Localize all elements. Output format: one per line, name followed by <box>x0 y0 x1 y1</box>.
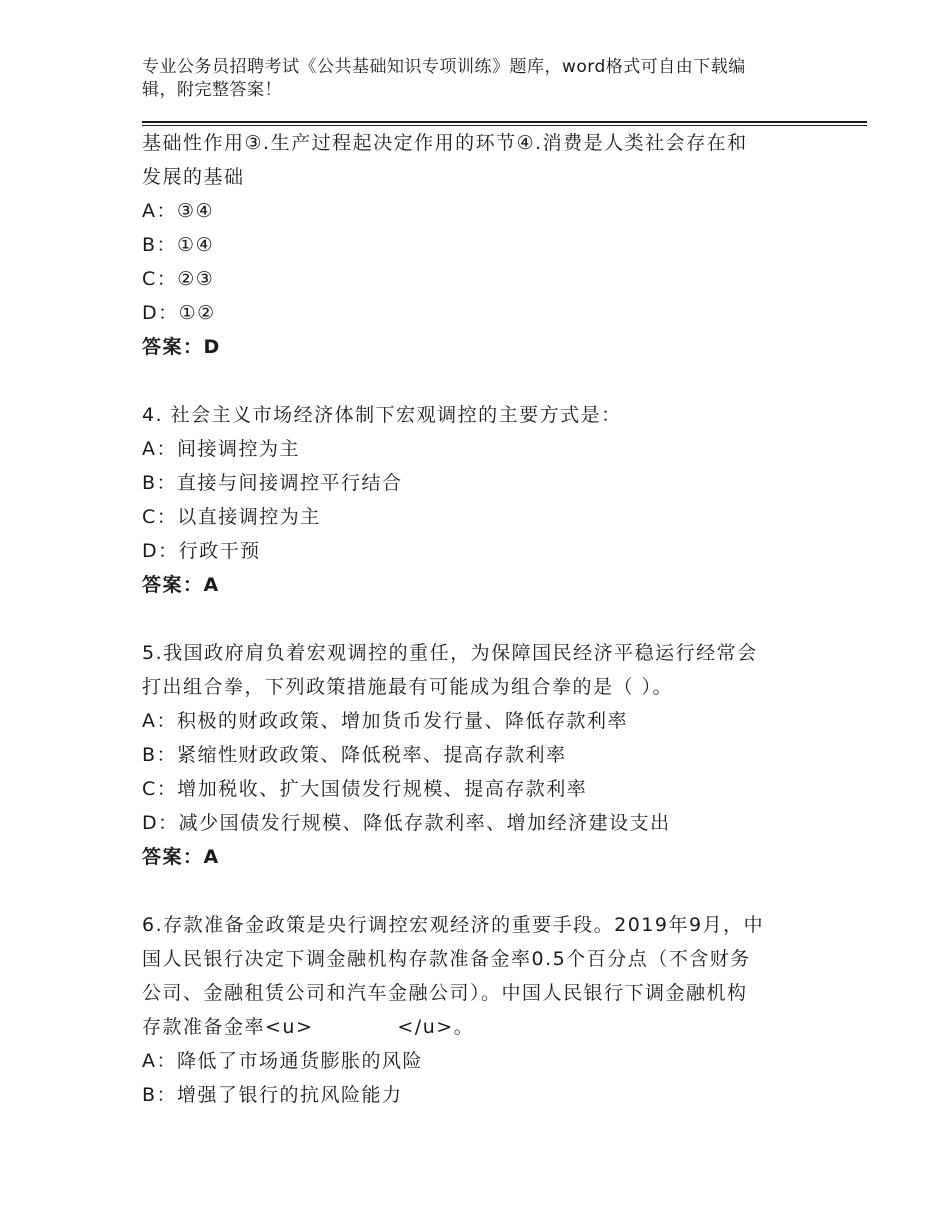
question-4 <box>142 398 802 602</box>
question-6 <box>142 908 802 1112</box>
spacer <box>142 874 802 908</box>
question-stem-line: 6.存款准备金政策是央行调控宏观经济的重要手段。2019年9月，中 <box>142 914 765 936</box>
question-stem-line: 国人民银行决定下调金融机构存款准备金率0.5个百分点（不含财务 <box>142 948 751 970</box>
option-c: C：增加税收、扩大国债发行规模、提高存款利率 <box>142 778 588 800</box>
question-3 <box>142 126 802 364</box>
answer-label: 答案：A <box>142 574 220 596</box>
question-5 <box>142 636 802 874</box>
option-a: A：积极的财政政策、增加货币发行量、降低存款利率 <box>142 710 628 732</box>
header-line-2: 辑，附完整答案！ <box>142 80 282 100</box>
page-header <box>142 56 802 102</box>
question-stem-line: 5.我国政府肩负着宏观调控的重任，为保障国民经济平稳运行经常会 <box>142 642 758 664</box>
option-b: B：紧缩性财政政策、降低税率、提高存款利率 <box>142 744 567 766</box>
stem-text-start: 存款准备金率<u> <box>142 1016 314 1038</box>
option-a: A：降低了市场通货膨胀的风险 <box>142 1050 423 1072</box>
option-d: D：①② <box>142 302 216 324</box>
spacer <box>142 364 802 398</box>
question-stem-line: 4. 社会主义市场经济体制下宏观调控的主要方式是： <box>142 404 622 426</box>
option-b: B：①④ <box>142 234 215 256</box>
answer-label: 答案：D <box>142 336 221 358</box>
option-a: A：③④ <box>142 200 215 222</box>
question-stem-line <box>142 1010 802 1044</box>
question-stem-line: 基础性作用③.生产过程起决定作用的环节④.消费是人类社会存在和 <box>142 132 748 154</box>
question-list <box>142 126 802 1112</box>
header-line-1: 专业公务员招聘考试《公共基础知识专项训练》题库，word格式可自由下载编 <box>142 57 746 77</box>
option-c: C：以直接调控为主 <box>142 506 321 528</box>
option-b: B：直接与间接调控平行结合 <box>142 472 403 494</box>
option-b: B：增强了银行的抗风险能力 <box>142 1084 403 1106</box>
header-divider-thick <box>142 121 867 123</box>
stem-text-end: </u>。 <box>397 1016 475 1038</box>
spacer <box>142 602 802 636</box>
question-stem-line: 公司、金融租赁公司和汽车金融公司）。中国人民银行下调金融机构 <box>142 982 748 1004</box>
option-c: C：②③ <box>142 268 215 290</box>
option-a: A：间接调控为主 <box>142 438 300 460</box>
option-d: D：减少国债发行规模、降低存款利率、增加经济建设支出 <box>142 812 671 834</box>
question-stem-line: 发展的基础 <box>142 166 245 188</box>
question-stem-line: 打出组合拳，下列政策措施最有可能成为组合拳的是（ ）。 <box>142 676 674 698</box>
option-d: D：行政干预 <box>142 540 261 562</box>
answer-label: 答案：A <box>142 846 220 868</box>
